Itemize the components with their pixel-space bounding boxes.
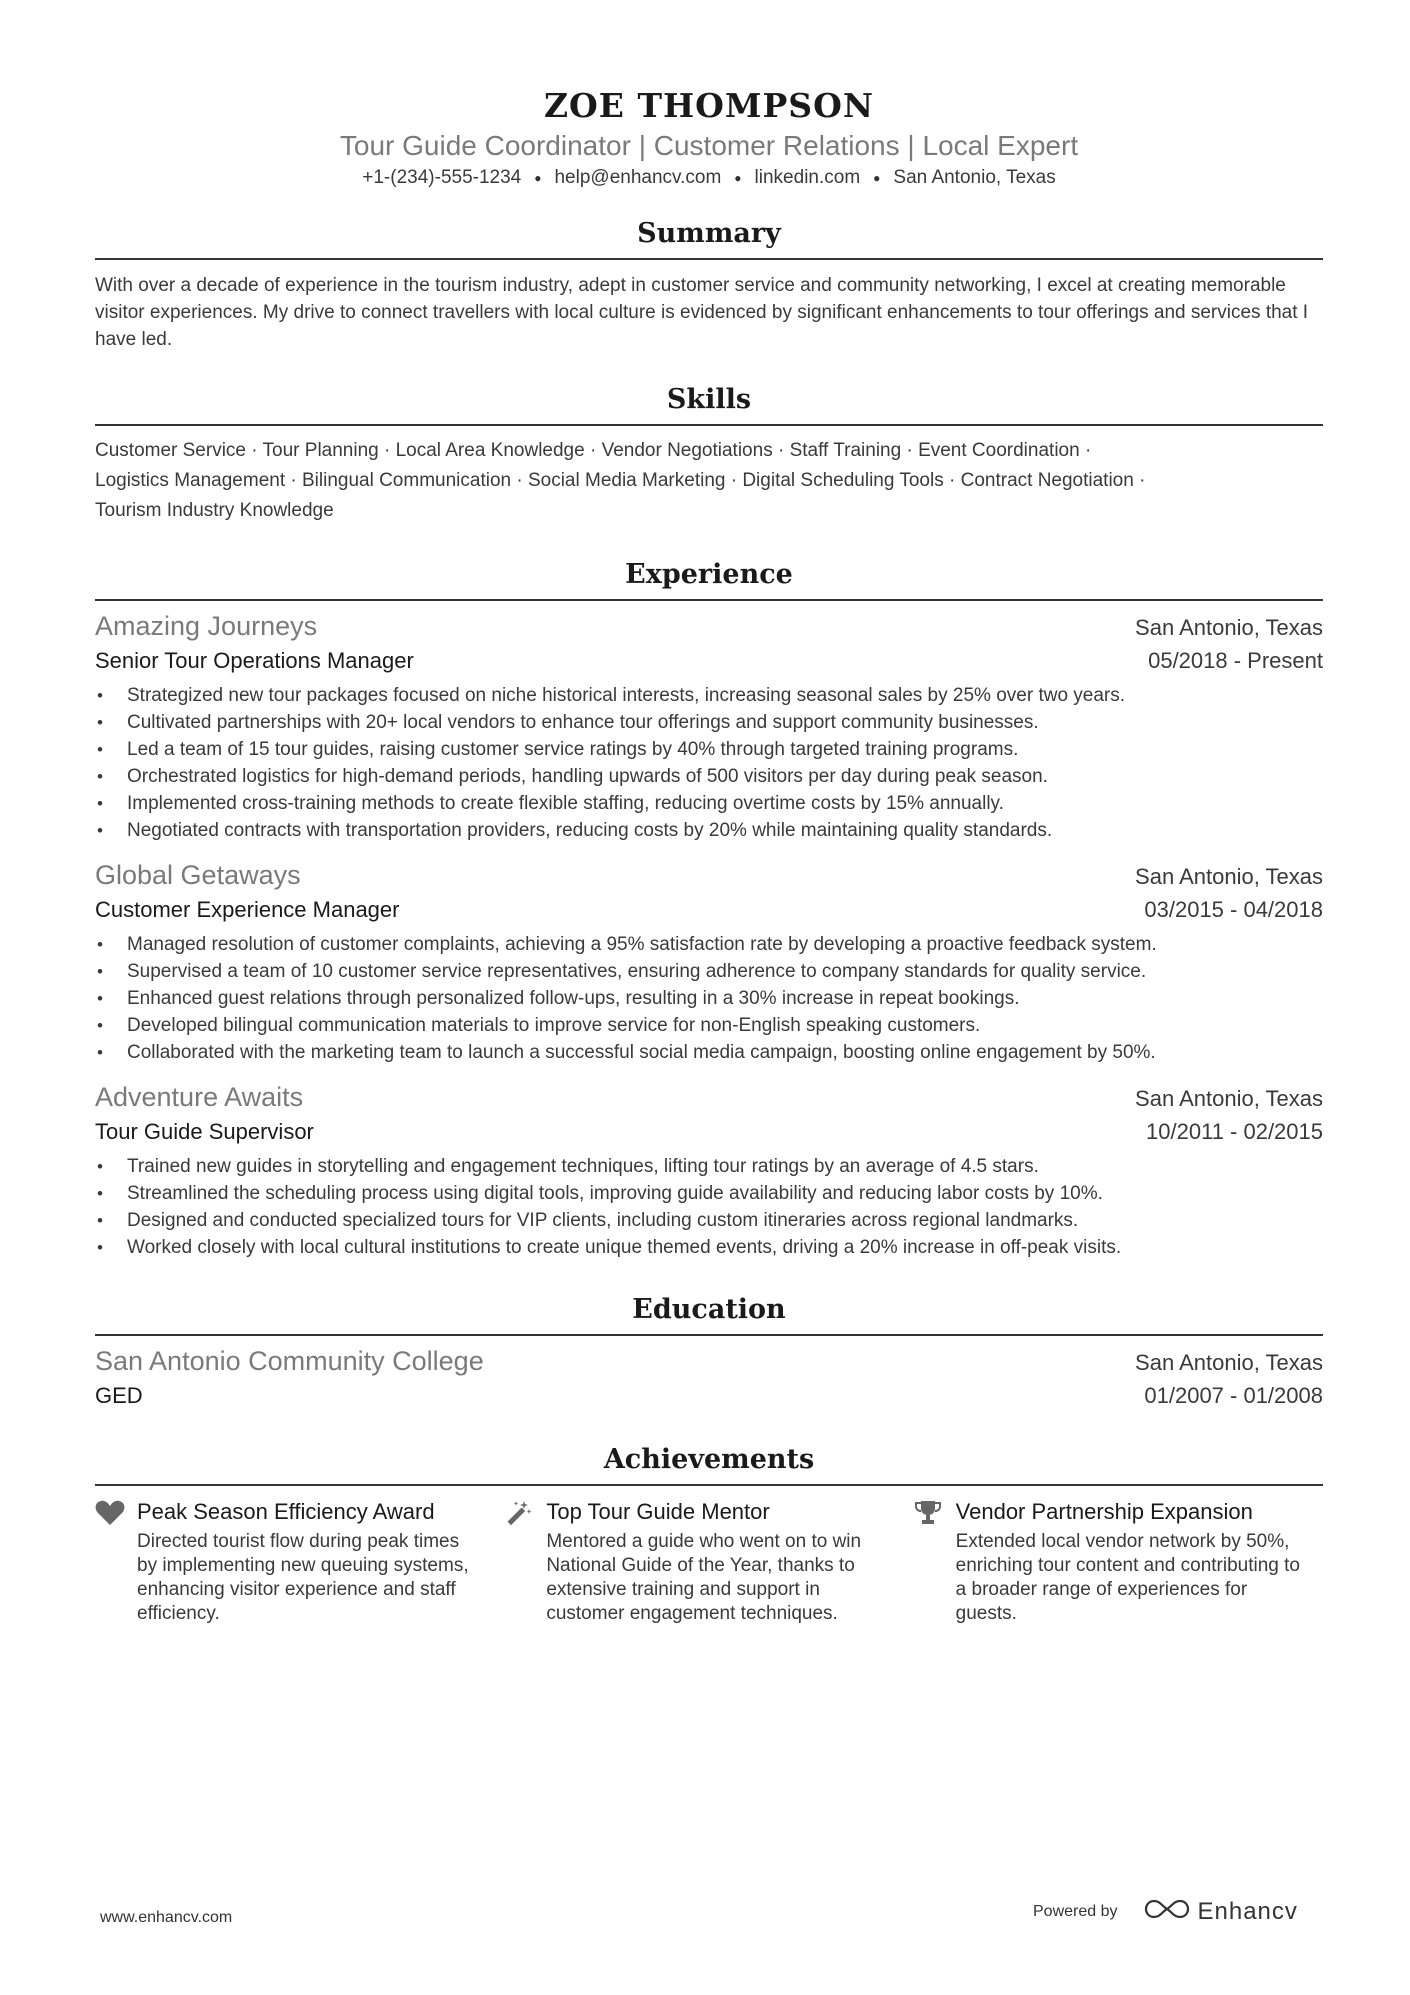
achievements-heading: Achievements (603, 1444, 815, 1476)
section-divider (95, 1484, 1323, 1486)
job-dates: 03/2015 - 04/2018 (1144, 897, 1323, 923)
education-school: San Antonio Community College (95, 1346, 484, 1377)
summary-heading: Summary (637, 218, 781, 250)
job-bullet: • Orchestrated logistics for high-demand periods, handling upwards of 500 visitors per day during peak season. (95, 763, 1323, 790)
achievement-item (504, 1496, 913, 1626)
resume-page (95, 0, 1323, 1626)
achievement-title: Peak Season Efficiency Award (137, 1499, 435, 1525)
section-divider (95, 1334, 1323, 1336)
education-heading: Education (632, 1294, 786, 1326)
achievements-section (95, 1443, 1323, 1626)
skills-line: Logistics Management · Bilingual Communication · Social Media Marketing · Digital Scheduling Tools · Contract Negotiation · (95, 470, 1146, 492)
resume-header (95, 0, 1323, 192)
job-bullet: • Led a team of 15 tour guides, raising customer service ratings by 40% through targeted training programs. (95, 736, 1323, 763)
job-company: Global Getaways (95, 860, 301, 891)
education-section (95, 1293, 1323, 1413)
job-bullet: • Collaborated with the marketing team to launch a successful social media campaign, boosting online engagement by 50%. (95, 1039, 1323, 1066)
job-bullet: • Streamlined the scheduling process using digital tools, improving guide availability and reducing labor costs by 10%. (95, 1180, 1323, 1207)
separator-dot: ● (534, 171, 542, 185)
skills-section (95, 383, 1323, 526)
separator-dot: ● (734, 171, 742, 185)
candidate-name: ZOE THOMPSON (543, 86, 875, 125)
achievement-item (914, 1496, 1323, 1626)
job-bullet: • Worked closely with local cultural institutions to create unique themed events, driving a 20% increase in off-peak visits. (95, 1234, 1323, 1261)
job-bullets (95, 682, 1323, 844)
achievement-desc: Extended local vendor network by 50%, enriching tour content and contributing to a broader range of experiences for guests. (955, 1531, 1300, 1625)
summary-section (95, 217, 1323, 353)
skills-line: Customer Service · Tour Planning · Local Area Knowledge · Vendor Negotiations · Staff Training · Event Coordination · (95, 440, 1092, 462)
job-location: San Antonio, Texas (1135, 615, 1323, 641)
job-role: Senior Tour Operations Manager (95, 648, 414, 674)
job-entry (95, 1080, 1323, 1261)
experience-section (95, 558, 1323, 1261)
job-bullet: • Supervised a team of 10 customer service representatives, ensuring adherence to company standards for quality service. (95, 958, 1323, 985)
achievement-title: Vendor Partnership Expansion (955, 1499, 1253, 1525)
job-bullet: • Designed and conducted specialized tours for VIP clients, including custom itineraries across regional landmarks. (95, 1207, 1323, 1234)
job-bullet: • Enhanced guest relations through personalized follow-ups, resulting in a 30% increase in repeat bookings. (95, 985, 1323, 1012)
job-dates: 05/2018 - Present (1148, 648, 1323, 674)
trophy-icon (914, 1496, 956, 1626)
section-divider (95, 258, 1323, 260)
achievement-item (95, 1496, 504, 1626)
job-role: Customer Experience Manager (95, 897, 400, 923)
education-dates: 01/2007 - 01/2008 (1144, 1383, 1323, 1409)
separator-dot: ● (873, 171, 881, 185)
achievement-title: Top Tour Guide Mentor (546, 1499, 770, 1525)
contact-line (95, 164, 1323, 192)
job-bullet: • Negotiated contracts with transportation providers, reducing costs by 20% while maintaining quality standards. (95, 817, 1323, 844)
summary-text: With over a decade of experience in the tourism industry, adept in customer service and community networking, I excel at creating memorable visitor experiences. My drive to connect travellers with local culture is evidenced by significant enhancements to tour offerings and services that I have led. (95, 275, 1309, 351)
education-entry (95, 1344, 1323, 1413)
section-divider (95, 424, 1323, 426)
job-bullet: • Managed resolution of customer complaints, achieving a 95% satisfaction rate by developing a proactive feedback system. (95, 931, 1323, 958)
contact-location: San Antonio, Texas (893, 167, 1056, 189)
enhancv-logo-icon (1144, 1897, 1190, 1926)
job-dates: 10/2011 - 02/2015 (1146, 1119, 1323, 1145)
job-bullet: • Strategized new tour packages focused on niche historical interests, increasing seasonal sales by 25% over two years. (95, 682, 1323, 709)
job-bullet: • Implemented cross-training methods to create flexible staffing, reducing overtime costs by 15% annually. (95, 790, 1323, 817)
achievement-desc: Mentored a guide who went on to win National Guide of the Year, thanks to extensive training and support in customer engagement techniques. (546, 1531, 862, 1625)
job-bullet: • Cultivated partnerships with 20+ local vendors to enhance tour offerings and support community businesses. (95, 709, 1323, 736)
footer-branding (1033, 1897, 1298, 1926)
enhancv-brand-text: Enhancv (1197, 1897, 1298, 1925)
skills-list (95, 436, 1323, 526)
job-bullets (95, 1153, 1323, 1261)
candidate-tagline: Tour Guide Coordinator | Customer Relations | Local Expert (339, 130, 1079, 161)
skills-line: Tourism Industry Knowledge (95, 500, 334, 522)
job-role: Tour Guide Supervisor (95, 1119, 314, 1145)
achievements-grid (95, 1496, 1323, 1626)
job-location: San Antonio, Texas (1135, 864, 1323, 890)
contact-phone: +1-(234)-555-1234 (362, 167, 522, 189)
job-location: San Antonio, Texas (1135, 1086, 1323, 1112)
job-bullets (95, 931, 1323, 1066)
education-location: San Antonio, Texas (1135, 1350, 1323, 1376)
job-bullet: • Trained new guides in storytelling and engagement techniques, lifting tour ratings by an average of 4.5 stars. (95, 1153, 1323, 1180)
contact-linkedin[interactable]: linkedin.com (754, 167, 861, 189)
experience-heading: Experience (625, 559, 793, 591)
job-bullet: • Developed bilingual communication materials to improve service for non-English speaking customers. (95, 1012, 1323, 1039)
education-degree: GED (95, 1383, 143, 1409)
magic-wand-icon (504, 1496, 546, 1626)
skills-heading: Skills (666, 384, 752, 416)
achievement-desc: Directed tourist flow during peak times by implementing new queuing systems, enhancing visitor experience and staff efficiency. (137, 1531, 469, 1625)
powered-by-label: Powered by (1033, 1902, 1118, 1920)
section-divider (95, 599, 1323, 601)
job-entry (95, 858, 1323, 1066)
footer-website[interactable]: www.enhancv.com (100, 1909, 233, 1926)
job-entry (95, 609, 1323, 844)
heart-icon (95, 1496, 137, 1626)
job-company: Adventure Awaits (95, 1082, 304, 1113)
contact-email[interactable]: help@enhancv.com (554, 167, 722, 189)
job-company: Amazing Journeys (95, 611, 318, 642)
